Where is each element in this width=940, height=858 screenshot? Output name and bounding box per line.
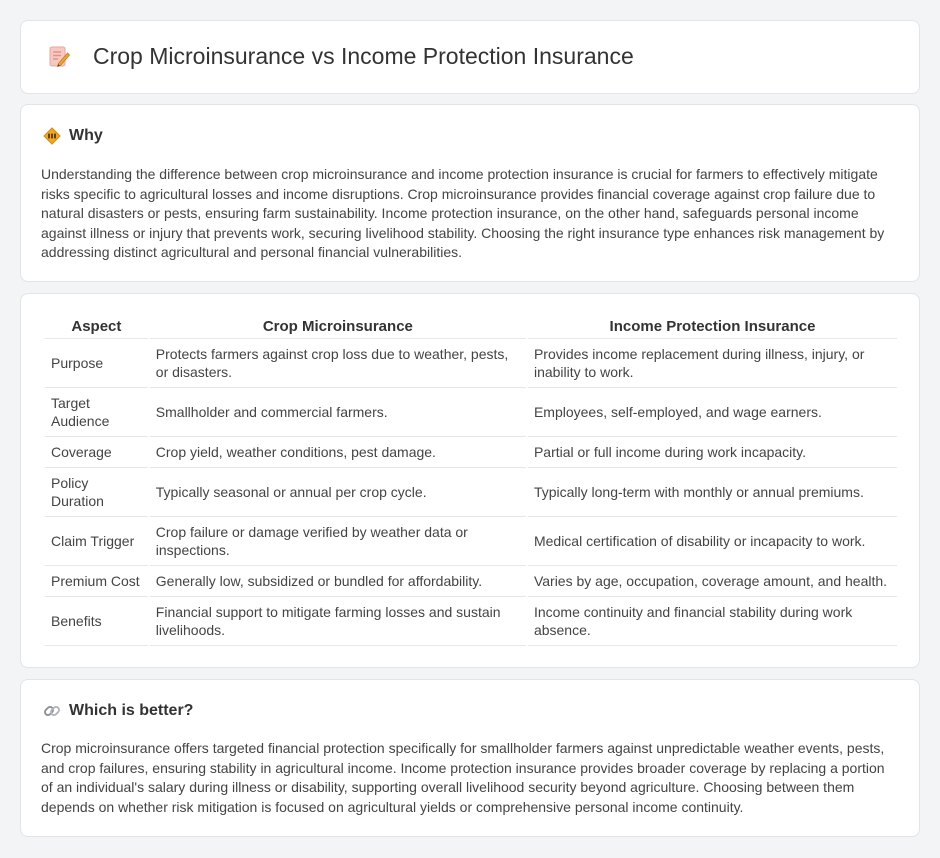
why-title: Why: [69, 127, 103, 144]
row-income-value: Income continuity and financial stability during work absence.: [528, 597, 897, 646]
table-row: [45, 468, 897, 517]
row-crop-value: Financial support to mitigate farming losses and sustain livelihoods.: [150, 597, 526, 646]
table-row: [45, 388, 897, 437]
link-icon: [43, 702, 61, 720]
row-aspect: Claim Trigger: [45, 517, 148, 566]
row-crop-value: Protects farmers against crop loss due to weather, pests, or disasters.: [150, 339, 526, 388]
header-income-protection: Income Protection Insurance: [528, 314, 897, 339]
row-aspect: Policy Duration: [45, 468, 148, 517]
row-crop-value: Crop yield, weather conditions, pest damage.: [150, 437, 526, 468]
header-aspect: Aspect: [45, 314, 148, 339]
row-income-value: Employees, self-employed, and wage earners.: [528, 388, 897, 437]
better-heading-row: [43, 702, 193, 720]
row-income-value: Typically long-term with monthly or annual premiums.: [528, 468, 897, 517]
warning-diamond-icon: [43, 127, 61, 145]
table-row: [45, 339, 897, 388]
row-aspect: Coverage: [45, 437, 148, 468]
why-section: [20, 104, 920, 282]
row-crop-value: Crop failure or damage verified by weather data or inspections.: [150, 517, 526, 566]
table-row: [45, 437, 897, 468]
why-text: Understanding the difference between crop microinsurance and income protection insurance is crucial for farmers to effectively mitigate risks specific to agricultural losses and income disruptions. Crop microinsurance provides financial coverage against crop failure due to natural disasters or pests, ensuring farm sustainability. Income protection insurance, on the other hand, safeguards personal income against illness or injury that prevents work, securing livelihood stability. Choosing the right insurance type enhances risk management by addressing distinct agricultural and personal financial vulnerabilities.: [41, 166, 885, 261]
row-income-value: Varies by age, occupation, coverage amount, and health.: [528, 566, 897, 597]
document-pencil-icon: [47, 44, 71, 70]
row-aspect: Purpose: [45, 339, 148, 388]
row-aspect: Target Audience: [45, 388, 148, 437]
title-row: [47, 43, 634, 70]
comparison-section: [20, 293, 920, 668]
row-income-value: Provides income replacement during illness, injury, or inability to work.: [528, 339, 897, 388]
header-card: [20, 20, 920, 94]
row-aspect: Premium Cost: [45, 566, 148, 597]
table-row: [45, 517, 897, 566]
table-row: [45, 597, 897, 646]
why-heading-row: [43, 127, 103, 145]
row-crop-value: Generally low, subsidized or bundled for affordability.: [150, 566, 526, 597]
which-is-better-section: [20, 679, 920, 837]
better-title: Which is better?: [69, 702, 194, 719]
table-header-row: [45, 314, 897, 339]
row-crop-value: Smallholder and commercial farmers.: [150, 388, 526, 437]
row-aspect: Benefits: [45, 597, 148, 646]
comparison-table: [43, 314, 899, 646]
row-crop-value: Typically seasonal or annual per crop cycle.: [150, 468, 526, 517]
table-row: [45, 566, 897, 597]
header-crop-microinsurance: Crop Microinsurance: [150, 314, 526, 339]
row-income-value: Partial or full income during work incapacity.: [528, 437, 897, 468]
better-text: Crop microinsurance offers targeted financial protection specifically for smallholder farmers against unpredictable weather events, pests, and crop failures, ensuring stability in agricultural income. Income protection insurance provides broader coverage by replacing a portion of an individual's salary during illness or disability, supporting overall livelihood security beyond agriculture. Choosing between them depends on whether risk mitigation is focused on agricultural yields or comprehensive personal income continuity.: [41, 740, 885, 815]
row-income-value: Medical certification of disability or incapacity to work.: [528, 517, 897, 566]
page-title: Crop Microinsurance vs Income Protection Insurance: [93, 43, 634, 69]
